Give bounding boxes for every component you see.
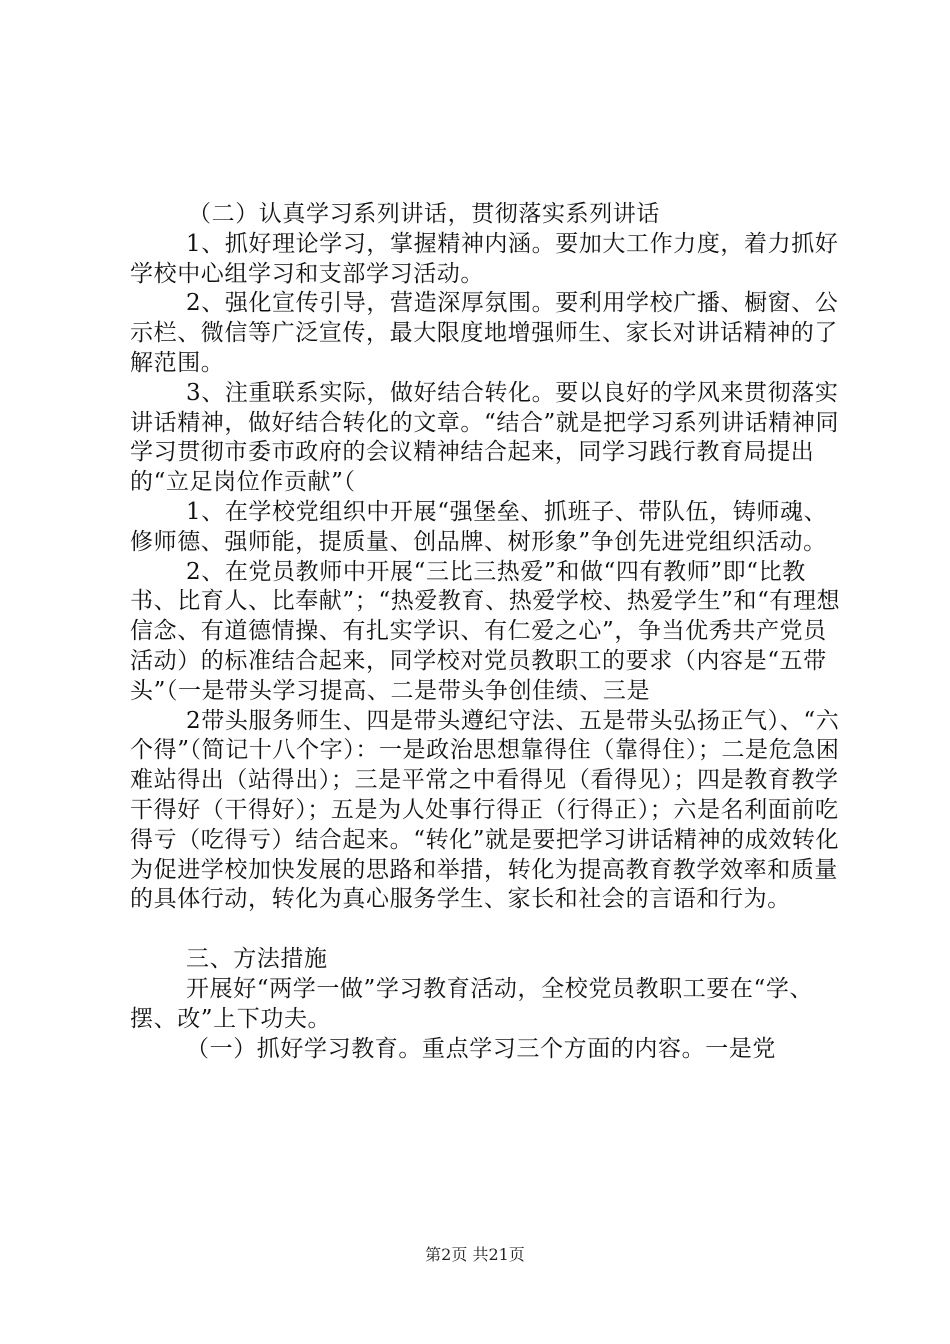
document-body (130, 200, 850, 1064)
paragraph-7: 开展好“两学一做”学习教育活动，全校党员教职工要在“学、摆、改”上下功夫。 (130, 975, 814, 1032)
paragraph-gap (130, 915, 850, 945)
section-heading-3: 三、方法措施 (186, 946, 328, 973)
paragraph-3: 3、注重联系实际，做好结合转化。要以良好的学风来贯彻落实讲话精神，做好结合转化的文章。“结合”就是把学习系列讲话精神同学习贯彻市委市政府的会议精神结合起来，同学习践行教育局提出的“立足岗位作贡献”（ (130, 379, 840, 496)
paragraph-5: 2、在党员教师中开展“三比三热爱”和做“四有教师”即“比教书、比育人、比奉献”；“热爱教育、热爱学校、热爱学生”和“有理想信念、有道德情操、有扎实学识、有仁爱之心”，争当优秀共产党员活动）的标准结合起来，同学校对党员教职工的要求（内容是“五带头”（一是带头学习提高、二是带头争创佳绩、三是 (130, 558, 841, 704)
subheading-2: （二）认真学习系列讲话，贯彻落实系列讲话 (188, 201, 660, 227)
paragraph-8: （一）抓好学习教育。重点学习三个方面的内容。一是党 (186, 1035, 776, 1062)
paragraph-1: 1、抓好理论学习，掌握精神内涵。要加大工作力度，着力抓好学校中心组学习和支部学习活动。 (130, 230, 839, 287)
page-footer: 第2页 共21页 (425, 1245, 525, 1264)
paragraph-4: 1、在学校党组织中开展“强堡垒、抓班子、带队伍，铸师魂、修师德、强师能，提质量、创品牌、树形象”争创先进党组织活动。 (130, 498, 828, 555)
paragraph-2: 2、强化宣传引导，营造深厚氛围。要利用学校广播、橱窗、公示栏、微信等广泛宣传，最大限度地增强师生、家长对讲话精神的了解范围。 (130, 290, 839, 376)
paragraph-6: 2带头服务师生、四是带头遵纪守法、五是带头弘扬正气）、“六个得”（简记十八个字）：一是政治思想靠得住（靠得住）；二是危急困难站得出（站得出）；三是平常之中看得见（看得见）；四是教育教学干得好（干得好）；五是为人处事行得正（行得正）；六是名利面前吃得亏（吃得亏）结合起来。“转化”就是要把学习讲话精神的成效转化为促进学校加快发展的思路和举措，转化为提高教育教学效率和质量的具体行动，转化为真心服务学生、家长和社会的言语和行为。 (130, 707, 840, 913)
